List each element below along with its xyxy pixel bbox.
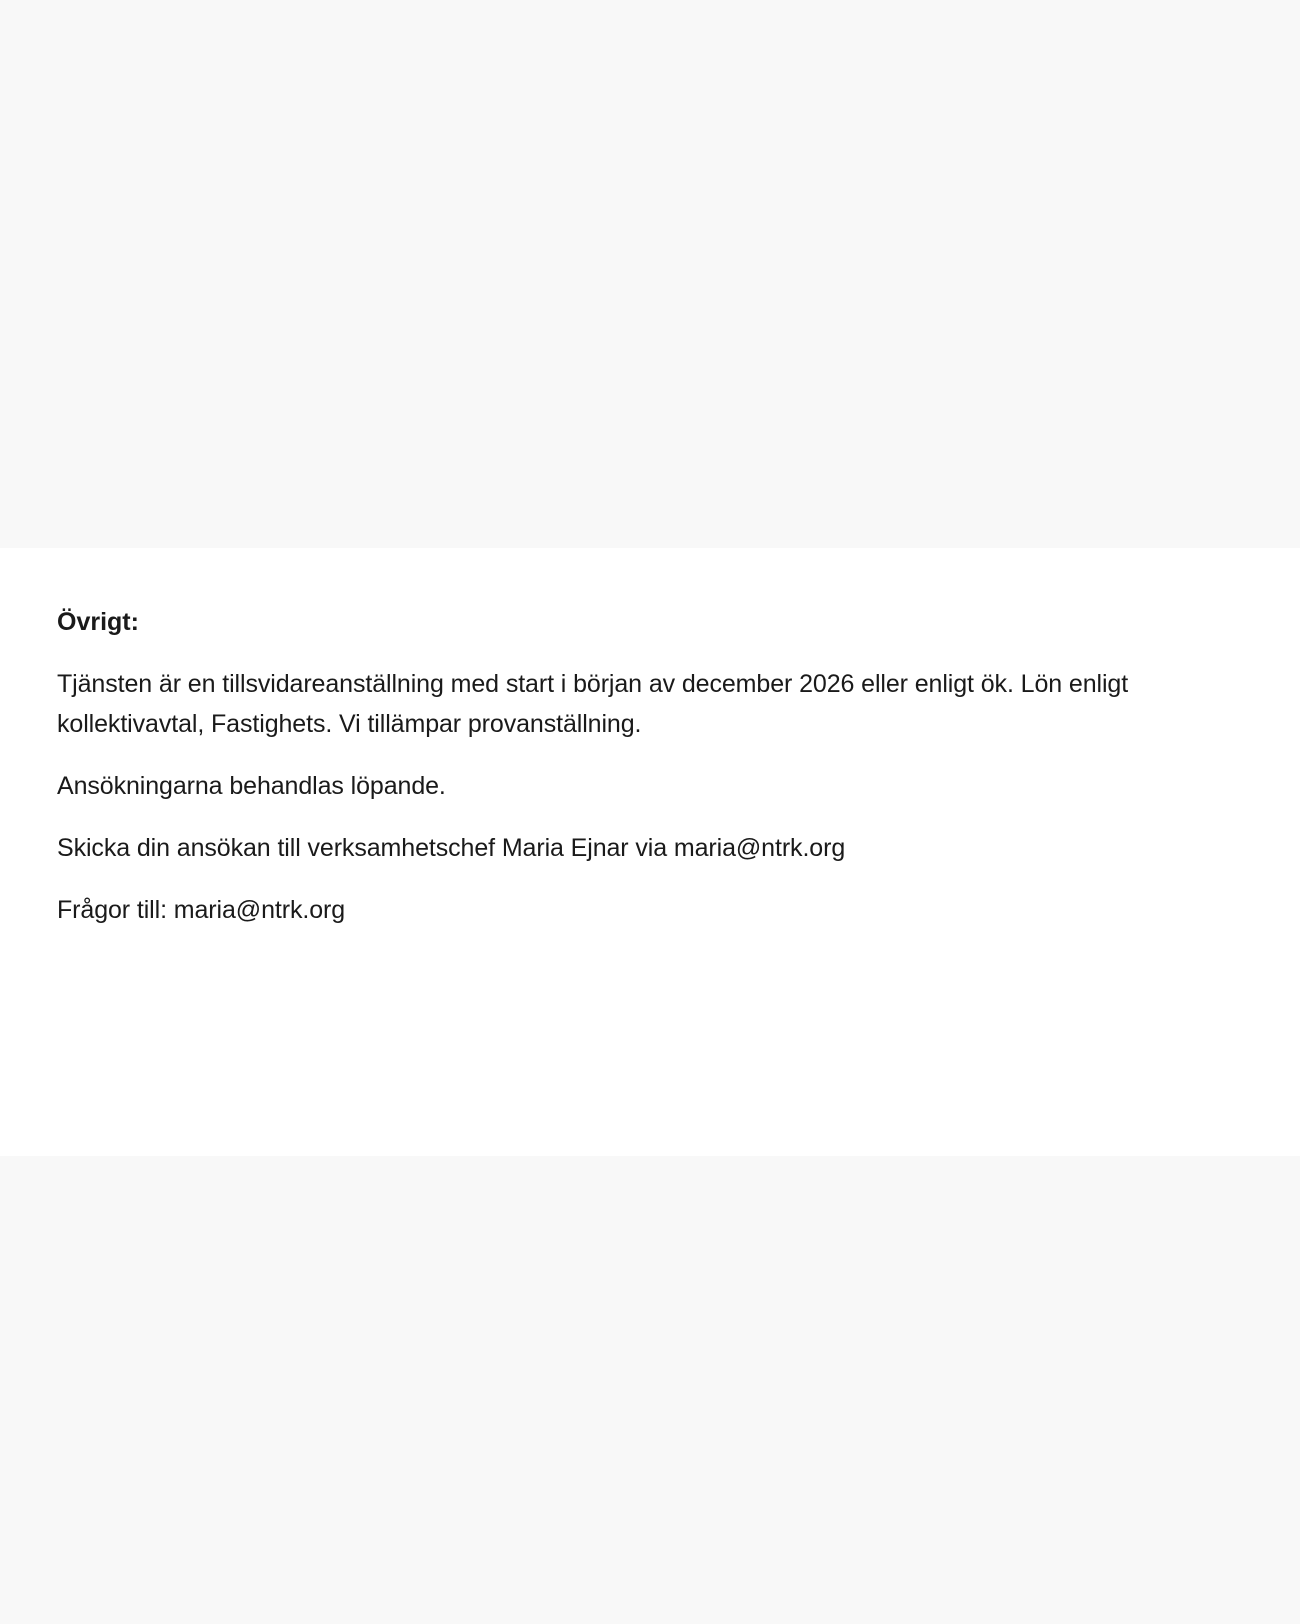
application-submission-paragraph: Skicka din ansökan till verksamhetschef Maria Ejnar via maria@ntrk.org bbox=[57, 834, 846, 862]
employment-terms-paragraph: Tjänsten är en tillsvidareanställning med start i början av december 2026 eller enligt ök. Lön enligt kollektivavtal, Fastighets. Vi tillämpar provanställning. bbox=[57, 670, 1129, 738]
section-heading: Övrigt: bbox=[57, 608, 139, 636]
application-processing-paragraph: Ansökningarna behandlas löpande. bbox=[57, 772, 446, 800]
bottom-blank-area bbox=[0, 1156, 1300, 1624]
document-text-block bbox=[57, 604, 1272, 952]
top-blank-area bbox=[0, 0, 1300, 548]
questions-contact-paragraph: Frågor till: maria@ntrk.org bbox=[57, 896, 346, 924]
